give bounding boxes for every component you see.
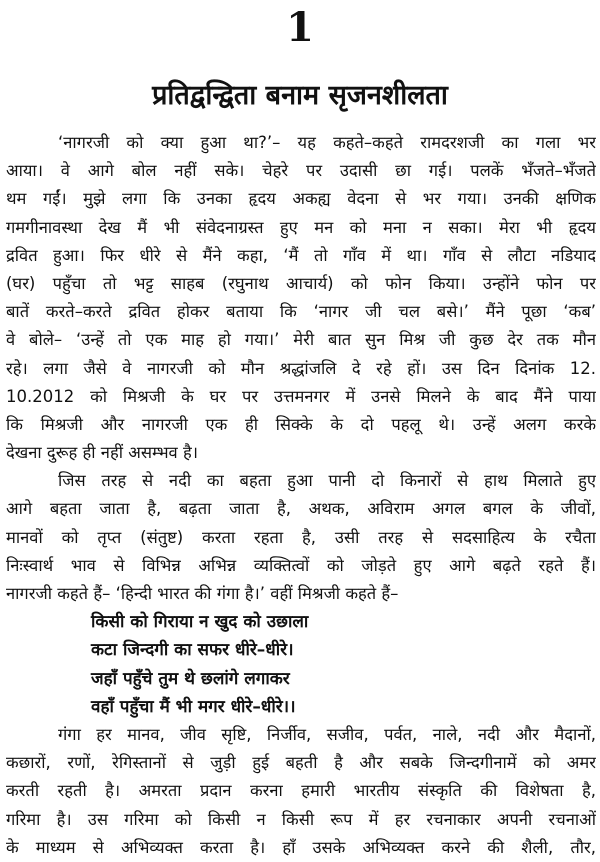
- text-line: कि मिश्रजी और नागरजी एक ही सिक्के के दो पहलू थे। उन्हें अलग करके: [6, 414, 596, 434]
- text-line: वे बोले– ‘उन्हें तो एक माह हो गया।’ मेरी बात सुन मिश्र जी कुछ देर तक मौन: [6, 330, 596, 350]
- text-line: कछारों, रणों, रेगिस्तानों से जुड़ी हुई बहती है और सबके जिन्दगीनामें को अमर: [6, 753, 596, 773]
- verse-line: वहाँ पहुँचा मैं भी मगर धीरे–धीरे।।: [91, 696, 296, 717]
- verse-line: कटा जिन्दगी का सफर धीरे–धीरे।: [91, 640, 294, 661]
- text-line: गंगा हर मानव, जीव सृष्टि, निर्जीव, सजीव, पर्वत, नाले, नदी और मैदानों,: [58, 724, 596, 744]
- body-text: [6, 129, 596, 862]
- text-line: (घर) पहुँचा तो भट्ट साहब (रघुनाथ आचार्य) को फोन किया। उन्होंने फोन पर: [6, 273, 596, 293]
- text-line: 10.2012 को मिश्रजी के घर पर उत्तमनगर में उनसे मिलने के बाद मैंने पाया: [6, 386, 596, 406]
- text-line: रहे। लगा जैसे वे नागरजी को मौन श्रद्धांजलि दे रहे हों। उस दिन दिनांक 12.: [6, 358, 596, 378]
- text-line: थम गईं। मुझे लगा कि उनका हृदय अकह्य वेदना से भर गया। उनकी क्षणिक: [6, 189, 596, 209]
- chapter-number: 1: [286, 4, 314, 51]
- text-line: गरिमा है। उस गरिमा को किसी न किसी रूप में हर रचनाकार अपनी रचनाओं: [6, 809, 596, 829]
- text-line: द्रवित हुआ। फिर धीरे से मैंने कहा, ‘मैं तो गाँव में था। गाँव से लौटा नडियाद: [6, 245, 596, 265]
- text-line: जिस तरह से नदी का बहता हुआ पानी दो किनारों से हाथ मिलाते हुए: [58, 471, 596, 491]
- text-line: आगे बहता जाता है, बढ़ता जाता है, अथक, अविराम अगल बगल के जीवों,: [6, 499, 596, 519]
- verse-line: जहाँ पहुँचे तुम थे छलांगे लगाकर: [91, 668, 290, 689]
- text-line: बातें करते–करते द्रवित होकर बताया कि ‘नागर जी चल बसे।’ मैंने पूछा ‘कब’: [6, 302, 596, 322]
- text-line: करती रहती है। अमरता प्रदान करना हमारी भारतीय संस्कृति की विशेषता है,: [6, 781, 596, 801]
- verse-line: किसी को गिराया न खुद को उछाला: [91, 612, 309, 633]
- text-line: के माध्यम से अभिव्यक्त करता है। हाँ उसके अभिव्यक्त करने की शैली, तौर,: [6, 837, 596, 857]
- text-line: देखना दुरूह ही नहीं असम्भव है।: [6, 443, 198, 463]
- text-line: मानवों को तृप्त (संतुष्ट) करता रहता है, उसी तरह से सदसाहित्य के रचैता: [6, 527, 596, 547]
- chapter-title: प्रतिद्वन्द्विता बनाम सृजनशीलता: [152, 80, 448, 111]
- text-line: आया। वे आगे बोल नहीं सके। चेहरे पर उदासी छा गई। पलकें भँजते–भँजते: [6, 161, 596, 181]
- text-line: नागरजी कहते हैं– ‘हिन्दी भारत की गंगा है।’ वहीं मिश्रजी कहते हैं–: [6, 584, 399, 603]
- text-line: गमगीनावस्था देख मैं भी संवेदनाग्रस्त हुए मन को मना न सका। मेरा भी हृदय: [6, 217, 596, 237]
- text-line: ‘नागरजी को क्या हुआ था?’– यह कहते–कहते रामदरशजी का गला भर: [58, 133, 596, 152]
- text-line: निःस्वार्थ भाव से विभिन्न अभिन्न व्यक्तित्वों को जोड़ते हुए आगे बढ़ते रहते हैं।: [6, 555, 596, 575]
